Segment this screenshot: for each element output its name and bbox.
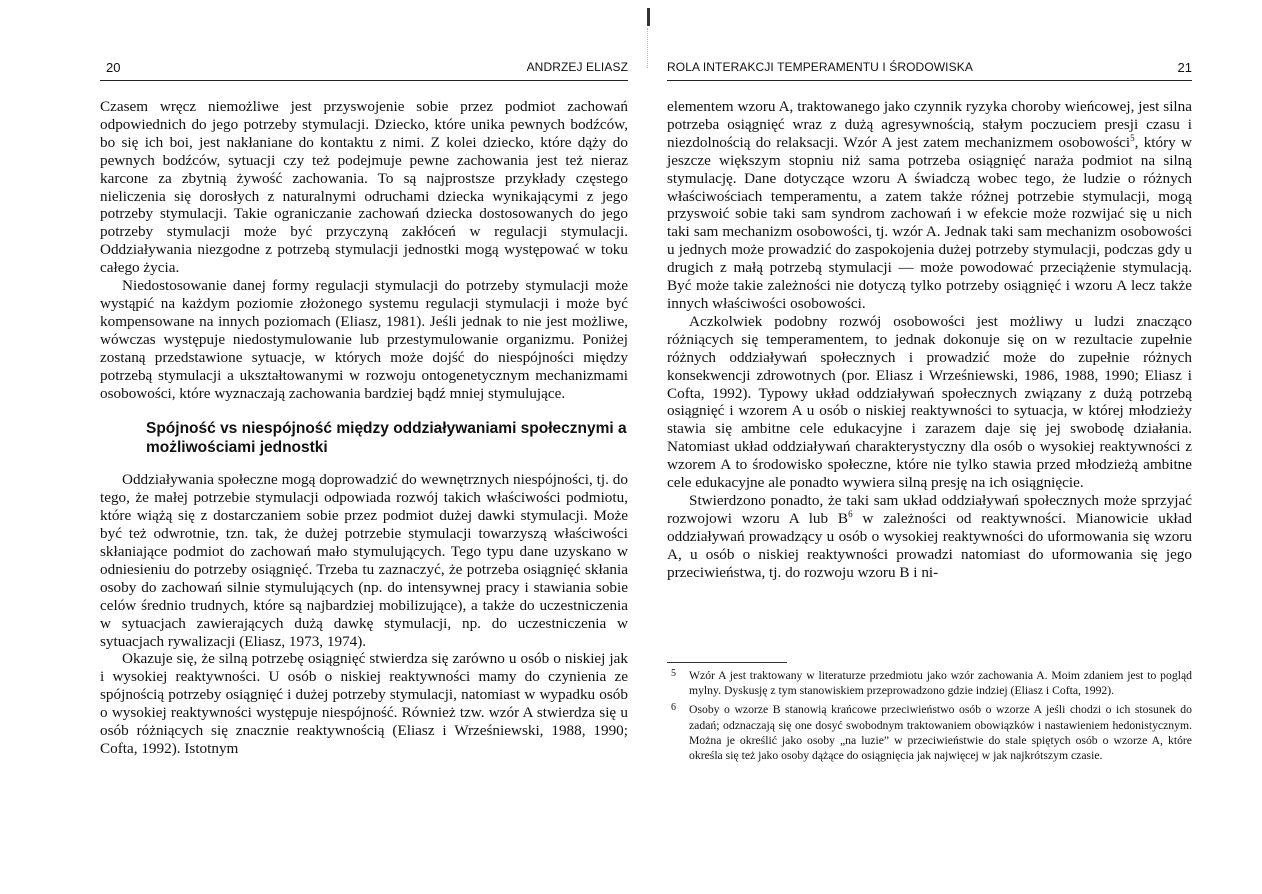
page-number: 20 <box>106 60 121 75</box>
text-run: w zależności od reaktywności. Mianowicie układ oddziaływań prowadzący u osób o wysokiej reaktywności do uformowania się wzoru A, u osób o niskiej reaktywności prowadzi natomiast do uformowania się jego przeciwieństwa, tj. do rozwoju wzoru B i ni- <box>667 509 1192 581</box>
paragraph <box>667 492 1192 582</box>
footnote-text: Wzór A jest traktowany w literaturze przedmiotu jako wzór zachowania A. Moim zdaniem jest to pogląd mylny. Dyskusję z tym stanowiskiem przeprowadzono gdzie indziej (Eliasz i Cofta, 1992). <box>689 669 1192 698</box>
text-run: Stwierdzono ponadto, że taki sam układ oddziaływań społecznych może sprzyjać rozwojowi wzoru A lub B <box>667 491 1192 527</box>
footnote-number: 5 <box>671 668 676 679</box>
binding-mark <box>647 8 650 26</box>
right-page-header <box>667 58 1192 80</box>
text-run: elementem wzoru A, traktowanego jako czynnik ryzyka choroby wieńcowej, jest silna potrzeba osiągnięć wraz z dużą agresywnością, stałym poczuciem presji czasu i niezdolnością do relaksacji. Wzór A jest zatem mechanizmem osobowości <box>667 98 1192 151</box>
footnote-text: Osoby o wzorze B stanowią krańcowe przeciwieństwo osób o wzorze A jeśli chodzi o ich stosunek do zadań; odznaczają się one dosyć swobodnym traktowaniem obowiązków i nastawieniem hedonistycznym. Można je określić jako osoby „na luzie” w przeciwieństwie do stale spiętych osób o wzorze A, które określa się też jako osoby dążące do osiągnięcia jak najwięcej w jak najkrótszym czasie. <box>689 703 1192 763</box>
left-body-text <box>100 98 628 758</box>
gutter-dots <box>647 28 649 68</box>
page-number: 21 <box>1177 60 1192 75</box>
paragraph: Oddziaływania społeczne mogą doprowadzić do wewnętrznych niespójności, tj. do tego, że małej potrzebie stymulacji odpowiada rozwój takich właściwości podmiotu, które wiążą się z dostarczaniem sobie przez podmiot dużej dawki stymulacji. Może być też odwrotnie, tzn. tak, że dużej potrzebie stymulacji towarzyszą właściwości skłaniające podmiot do zachowań mało stymulujących. Tego typu dane uzyskano w odniesieniu do potrzeby osiągnięć. Trzeba tu zaznaczyć, że potrzeba osiągnięć skłania osoby do zachowań silnie stymulujących (np. do intensywnej pracy i stawiania sobie celów średnio trudnych, które są najbardziej mobilizujące), a także do uczestniczenia w sytuacjach zawierających dużą dawkę stymulacji, np. do uczestniczenia w sytuacjach rywalizacji (Eliasz, 1973, 1974). <box>100 471 628 650</box>
footnote-rule <box>667 662 787 663</box>
right-body-text <box>667 98 1192 581</box>
header-rule <box>100 80 628 81</box>
paragraph: Aczkolwiek podobny rozwój osobowości jest możliwy u ludzi znacząco różniących się temperamentem, to jednak dokonuje się on w rezultacie zupełnie różnych oddziaływań społecznych i prowadzić może do zupełnie różnych konsekwencji zdrowotnych (por. Eliasz i Wrześniewski, 1986, 1988, 1990; Eliasz i Cofta, 1992). Typowy układ oddziaływań społecznych związany z dużą potrzebą osiągnięć i wzorem A u osób o niskiej reaktywności to sytuacja, w której młodzieży stawia się ambitne cele edukacyjne i zarazem daje się jej swobodę działania. Natomiast układ oddziaływań charakterystyczny dla osób o wysokiej reaktywności z wzorem A to środowisko społeczne, które nie tylko stawia przed młodzieżą ambitne cele edukacyjne ale ponadto wywiera silną presję na ich osiągnięcie. <box>667 312 1192 492</box>
footnote <box>667 702 1192 763</box>
header-rule <box>667 80 1192 81</box>
paragraph <box>667 98 1192 313</box>
footnote-ref: 5 <box>1130 132 1135 143</box>
paragraph: Czasem wręcz niemożliwe jest przyswojenie sobie przez podmiot zachowań odpowiednich do jego potrzeby stymulacji. Dziecko, które unika pewnych bodźców, bo się ich boi, jest nakłaniane do kontaktu z nimi. Z kolei dziecko, które dąży do pewnych bodźców, sytuacji czy też podejmuje pewne zachowania jest też nieraz karcone za zbytnią żywość zachowania. To są najprostsze przykłady częstego nieliczenia się dorosłych z naturalnymi odruchami dziecka wynikającymi z jego potrzeby stymulacji. Takie ograniczanie zachowań dziecka dostosowanych do jego potrzeby stymulacji może być przyczyną zakłóceń w regulacji stymulacji. Oddziaływania niezgodne z potrzebą stymulacji jednostki mogą występować w toku całego życia. <box>100 98 628 277</box>
left-page-header <box>100 58 628 80</box>
section-heading: Spójność vs niespójność między oddziaływaniami społecznymi a możliwościami jednostki <box>146 420 627 457</box>
text-run: , który w jeszcze większym stopniu niż sama potrzeba osiągnięć naraża podmiot na silną stymulację. Dane dotyczące wzoru A świadczą wobec tego, że ludzie o różnych właściwościach temperamentu, a zatem także różnej potrzebie stymulacji, mogą przyswoić sobie taki sam syndrom zachowań i w efekcie może rozwijać się u nich taki sam mechanizm osobowości, tj. wzór A. Jednak taki sam mechanizm osobowości u jednych może prowadzić do zaspokojenia dużej potrzeby stymulacji, podczas gdy u drugich z małą potrzebą stymulacji — może powodować przeciążenie stymulacją. Być może takie zależności nie dotyczą tylko potrzeby osiągnięć i wzoru A lecz także innych właściwości osobowości. <box>667 133 1193 312</box>
paragraph: Okazuje się, że silną potrzebę osiągnięć stwierdza się zarówno u osób o niskiej jak i wysokiej reaktywności. U osób o niskiej reaktywności mamy do czynienia ze spójnością potrzeby osiągnięć i dużej potrzeby stymulacji, natomiast w wypadku osób o wysokiej reaktywności występuje niespójność. Również tzw. wzór A stwierdza się u osób różniących się znacznie reaktywnością (Eliasz i Wrześniewski, 1988, 1990; Cofta, 1992). Istotnym <box>100 650 628 757</box>
footnote-number: 6 <box>671 702 676 714</box>
footnotes <box>667 668 1192 767</box>
paragraph: Niedostosowanie danej formy regulacji stymulacji do potrzeby stymulacji może wystąpić na każdym poziomie złożonego systemu regulacji stymulacji i może być kompensowane na innych poziomach (Eliasz, 1981). Jeśli jednak to nie jest możliwe, wówczas występuje niedostymulowanie lub przestymulowanie organizmu. Poniżej zostaną przedstawione sytuacje, w których może dojść do niespójności między potrzebą stymulacji a ukształtowanymi w rozwoju ontogenetycznym mechanizmami osobowości, które wyznaczają zachowania bardziej bądź mniej stymulujące. <box>100 277 628 402</box>
right-page <box>667 0 1192 894</box>
running-head: ANDRZEJ ELIASZ <box>526 60 628 74</box>
left-page <box>100 0 628 894</box>
footnote <box>667 668 1192 698</box>
footnote-ref: 6 <box>848 508 853 519</box>
running-head: ROLA INTERAKCJI TEMPERAMENTU I ŚRODOWISKA <box>667 60 973 74</box>
